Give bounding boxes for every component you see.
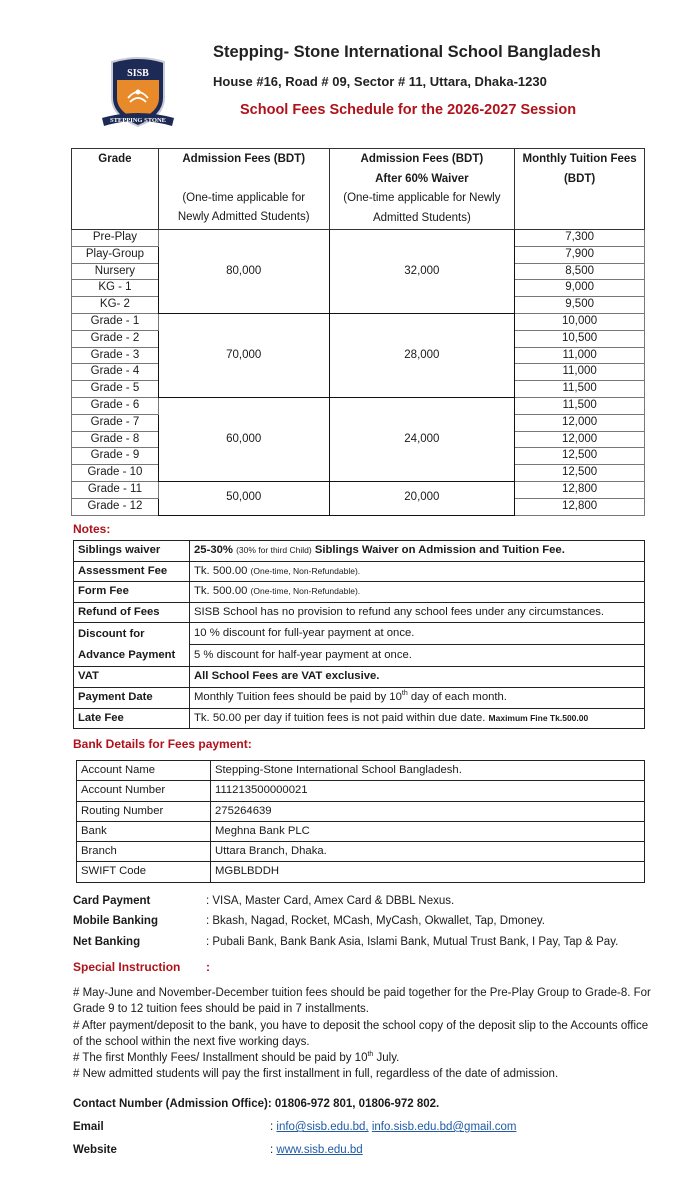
- note-row-siblings: [74, 541, 645, 562]
- tuition-fee-cell: 12,000: [515, 431, 645, 448]
- grade-cell: Nursery: [72, 263, 159, 280]
- payment-net: Net Banking : Pubali Bank, Bank Bank Asia, Islami Bank, Mutual Trust Bank, I Pay, Tap & Pay.: [73, 936, 619, 948]
- bank-row: [77, 842, 645, 862]
- note-value: Tk. 500.00 (One-time, Non-Refundable).: [190, 561, 645, 582]
- grade-cell: Grade - 12: [72, 498, 159, 515]
- admission-fee-cell: 70,000: [158, 313, 329, 397]
- note-key: Payment Date: [74, 687, 190, 708]
- bank-value: Uttara Branch, Dhaka.: [211, 842, 645, 862]
- grade-cell: KG- 2: [72, 297, 159, 314]
- fee-row: [72, 397, 645, 414]
- waiver-fee-cell: 32,000: [329, 230, 515, 314]
- contact-number: Contact Number (Admission Office): 01806-972 801, 01806-972 802.: [73, 1098, 440, 1110]
- bank-key: Routing Number: [77, 801, 211, 821]
- bank-value: MGBLBDDH: [211, 862, 645, 882]
- note-key: VAT: [74, 667, 190, 688]
- waiver-fee-cell: 24,000: [329, 397, 515, 481]
- bank-row: [77, 781, 645, 801]
- header-grade: Grade: [72, 149, 159, 230]
- header-tuition: Monthly Tuition Fees (BDT): [515, 149, 645, 230]
- bank-key: Branch: [77, 842, 211, 862]
- website-link[interactable]: www.sisb.edu.bd: [276, 1144, 363, 1156]
- grade-cell: Grade - 5: [72, 381, 159, 398]
- tuition-fee-cell: 9,000: [515, 280, 645, 297]
- waiver-fee-cell: 28,000: [329, 313, 515, 397]
- email-link-gmail[interactable]: info.sisb.edu.bd@gmail.com: [371, 1121, 517, 1133]
- waiver-fee-cell: 20,000: [329, 481, 515, 515]
- admission-fee-cell: 80,000: [158, 230, 329, 314]
- note-value: 10 % discount for full-year payment at once.: [190, 623, 645, 645]
- instruction-4: # New admitted students will pay the first installment in full, regardless of the date of admission.: [73, 1068, 559, 1081]
- svg-text:SISB: SISB: [127, 68, 149, 79]
- note-value: Tk. 50.00 per day if tuition fees is not paid within due date. Maximum Fine Tk.500.00: [190, 708, 645, 729]
- email-link-primary[interactable]: info@sisb.edu.bd,: [276, 1121, 369, 1133]
- tuition-fee-cell: 12,500: [515, 448, 645, 465]
- bank-key: SWIFT Code: [77, 862, 211, 882]
- bank-row: [77, 862, 645, 882]
- note-row-form: [74, 582, 645, 603]
- special-instruction-label: Special Instruction :: [73, 960, 210, 974]
- bank-row: [77, 801, 645, 821]
- tuition-fee-cell: 12,800: [515, 481, 645, 498]
- tuition-fee-cell: 10,500: [515, 330, 645, 347]
- grade-cell: Grade - 6: [72, 397, 159, 414]
- note-value: 25-30% (30% for third Child) Siblings Waiver on Admission and Tuition Fee.: [190, 541, 645, 562]
- grade-cell: Grade - 11: [72, 481, 159, 498]
- special-instructions: [73, 985, 653, 1083]
- note-key: Refund of Fees: [74, 602, 190, 623]
- grade-cell: Grade - 1: [72, 313, 159, 330]
- fee-row: [72, 230, 645, 247]
- header-waiver: Admission Fees (BDT) After 60% Waiver (One-time applicable for Newly Admitted Students): [329, 149, 515, 230]
- grade-cell: KG - 1: [72, 280, 159, 297]
- fee-row: [72, 481, 645, 498]
- school-name: Stepping- Stone International School Bangladesh: [213, 43, 601, 61]
- bank-row: [77, 761, 645, 781]
- bank-details-label: Bank Details for Fees payment:: [73, 737, 252, 751]
- grade-cell: Grade - 9: [72, 448, 159, 465]
- fee-row: [72, 313, 645, 330]
- svg-text:STEPPING STONE: STEPPING STONE: [109, 117, 167, 124]
- admission-fee-cell: 50,000: [158, 481, 329, 515]
- admission-fee-cell: 60,000: [158, 397, 329, 481]
- tuition-fee-cell: 12,800: [515, 498, 645, 515]
- grade-cell: Grade - 7: [72, 414, 159, 431]
- bank-key: Account Name: [77, 761, 211, 781]
- grade-cell: Grade - 3: [72, 347, 159, 364]
- note-value: SISB School has no provision to refund any school fees under any circumstances.: [190, 602, 645, 623]
- grade-cell: Grade - 2: [72, 330, 159, 347]
- note-row-discount-full: [74, 623, 645, 645]
- instruction-1: # May-June and November-December tuition fees should be paid together for the Pre-Play Group to Grade-8. For Grade 9 to 12 tuition fees should be paid in 7 installments.: [73, 987, 651, 1016]
- note-value: Tk. 500.00 (One-time, Non-Refundable).: [190, 582, 645, 603]
- instruction-2: # After payment/deposit to the bank, you have to deposit the school copy of the deposit slip to the Accounts office of the school within the next five working days.: [73, 1019, 649, 1048]
- school-address: House #16, Road # 09, Sector # 11, Uttara, Dhaka-1230: [213, 74, 547, 89]
- fees-table: [71, 148, 645, 516]
- bank-key: Bank: [77, 821, 211, 841]
- grade-cell: Grade - 10: [72, 465, 159, 482]
- tuition-fee-cell: 8,500: [515, 263, 645, 280]
- grade-cell: Grade - 4: [72, 364, 159, 381]
- contact-email: Email : info@sisb.edu.bd, info.sisb.edu.bd@gmail.com: [73, 1121, 517, 1133]
- tuition-fee-cell: 11,500: [515, 381, 645, 398]
- bank-value: 275264639: [211, 801, 645, 821]
- note-row-late-fee: [74, 708, 645, 729]
- payment-card: Card Payment : VISA, Master Card, Amex Card & DBBL Nexus.: [73, 895, 455, 907]
- notes-table: [73, 540, 645, 729]
- grade-cell: Pre-Play: [72, 230, 159, 247]
- note-key: Siblings waiver: [74, 541, 190, 562]
- tuition-fee-cell: 12,000: [515, 414, 645, 431]
- note-value: 5 % discount for half-year payment at once.: [190, 645, 645, 667]
- tuition-fee-cell: 7,300: [515, 230, 645, 247]
- grade-cell: Play-Group: [72, 246, 159, 263]
- tuition-fee-cell: 7,900: [515, 246, 645, 263]
- note-value: Monthly Tuition fees should be paid by 10th day of each month.: [190, 687, 645, 708]
- tuition-fee-cell: 11,000: [515, 364, 645, 381]
- tuition-fee-cell: 11,000: [515, 347, 645, 364]
- payment-mobile: Mobile Banking : Bkash, Nagad, Rocket, MCash, MyCash, Okwallet, Tap, Dmoney.: [73, 915, 545, 927]
- header-admission: Admission Fees (BDT) (One-time applicable for Newly Admitted Students): [158, 149, 329, 230]
- bank-value: Stepping-Stone International School Bangladesh.: [211, 761, 645, 781]
- note-row-vat: [74, 667, 645, 688]
- bank-row: [77, 821, 645, 841]
- note-key: Assessment Fee: [74, 561, 190, 582]
- bank-value: 111213500000021: [211, 781, 645, 801]
- bank-value: Meghna Bank PLC: [211, 821, 645, 841]
- tuition-fee-cell: 11,500: [515, 397, 645, 414]
- note-row-refund: [74, 602, 645, 623]
- note-key: Late Fee: [74, 708, 190, 729]
- tuition-fee-cell: 10,000: [515, 313, 645, 330]
- note-row-payment-date: [74, 687, 645, 708]
- note-key: Discount for Advance Payment: [74, 623, 190, 667]
- tuition-fee-cell: 12,500: [515, 465, 645, 482]
- note-row-assessment: [74, 561, 645, 582]
- instruction-3: # The first Monthly Fees/ Installment should be paid by 10th July.: [73, 1051, 400, 1065]
- tuition-fee-cell: 9,500: [515, 297, 645, 314]
- bank-key: Account Number: [77, 781, 211, 801]
- note-value: All School Fees are VAT exclusive.: [190, 667, 645, 688]
- contact-website: Website : www.sisb.edu.bd: [73, 1144, 363, 1156]
- document-subtitle: School Fees Schedule for the 2026-2027 Session: [240, 102, 577, 118]
- bank-details-table: [76, 760, 645, 883]
- notes-label: Notes:: [73, 522, 111, 536]
- grade-cell: Grade - 8: [72, 431, 159, 448]
- note-key: Form Fee: [74, 582, 190, 603]
- school-logo: [100, 56, 176, 136]
